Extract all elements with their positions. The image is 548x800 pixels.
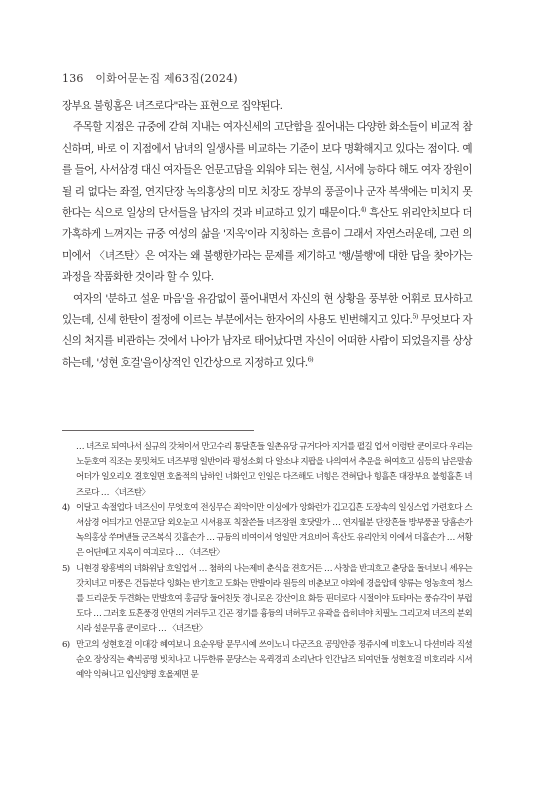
footnote-number: [62, 440, 76, 501]
footnote-number: 5): [62, 563, 70, 574]
paragraph-3: 여자의 '분하고 설운 마음'을 유감없이 풀어내면서 자신의 현 상황을 풍부한 어휘로 묘사하고 있는데, 신세 한탄이 절정에 이르는 부분에서는 한자어의 사용도 빈번해지고 있다.$^{5)}$ 무엇보다 자신의 처지를 비관하는 것에서 나아가 남자로 태어났다면 자신이 어떠한 사람이 되었을지를 상상하는데, '성현 호걸'을이상적인 인간상으로 지정하고 있다.$^{6)}$: [62, 292, 472, 369]
footnote-3-continued: [62, 440, 472, 501]
footnote-4: [62, 501, 472, 562]
footnote-number: 4): [62, 502, 70, 513]
footnote-text: 이달고 속절업다 녀즈신이 무엇호여 전싱무슨 죄악이만 이싱에가 앙화런가 깁고깁흔 도장속의 일싱스업 가련호다 스셔삼경 어듸가고 언문고담 외오눈고 시셔용포 칙잘쓴들 녀즈장원 호닷말가 … 연지월분 단장흔들 방부풍골 당흠손가 녹의홍상 쑤며낸들 군즈복식 깃흘손가 … 규듕의 비여이셔 엉일만 겨요비어 흑산도 유리안치 이에셔 더흘손가 … 셔황은 어딘메고 지옥이 여긔로다 … 〈녀즈탄〉: [76, 502, 472, 559]
page-number: 136: [62, 72, 84, 85]
footnote-ref-5: 5): [412, 312, 418, 321]
journal-title: 이화어문논집 제63집(2024): [95, 72, 238, 85]
footnote-text: 니현경 왕흥벽의 녀화위남 흐일업셔 … 쳠하의 나는제비 춘식을 젼흐거든 … 사창을 반긔흐고 츈당을 돌너보니 셰우는 갓치녀고 미풍은 건듬분다 잉화는 반기흐고 도화는 만발이라 원등의 비춘보고 야외에 경을압데 양류는 엉농흐여 청스를 드리운둣 두견화는 만발흐여 홍금당 둘어친둣 경니로온 강산이요 화등 핀더로다 시절이야 됴타마는 풍슈각이 부럽도다 … 그러호 됴흔풍경 안면의 거러두고 긴곤 졍기를 흉듕의 녀허두고 유곽을 읍히녀야 치필노 그리고져 녀즈의 분외시라 설운무흠 쿤이로다 … 〈녀즈탄〉: [76, 563, 472, 635]
paragraph-1: 장부요 불힝홈은 녀즈로다"라는 표현으로 집약된다.: [62, 100, 283, 112]
footnotes: [62, 440, 472, 683]
footnote-6: [62, 638, 472, 684]
footnote-text: … 녀즈로 되여나서 실규의 갓쳐이셔 만고수리 통달흔들 일촌유당 규거다아 지거를 펼길 업셔 이렁탄 쿤이로다 우리는 노둔호여 직조는 못밋쳐도 녀즈부명 일반이라 평성소회 다 알소냐 지팝을 나의여셔 추운을 혀여흐고 심등의 남은말솜 어더가 일오리오 결호일면 호올적의 남하인 너화인고 인일은 다즈해도 너힝은 견혀답나 힝흘흔 대장부요 불힝흘흔 녀즈로다 … 〈녀즈탄〉: [76, 442, 472, 498]
footnote-text: 만고의 성현호걸 이대강 혜여보니 요순우탕 문무시예 쓰이노니 다군즈요 공밍안증 졍쥬시예 비호노니 다션비라 직셜순오 장상직는 츅빅공명 빗치나고 니두한류 문댱스는 옥퀵경괴 소리난다 인간남즈 되여던들 성현호걸 비호리라 시셔예악 익혀니고 입신양명 호올제면 문: [76, 639, 472, 681]
footnote-ref-4: 4): [360, 205, 366, 214]
footnote-5: [62, 562, 472, 638]
running-header: [62, 70, 238, 86]
footnote-ref-6: 6): [307, 355, 314, 364]
footnote-number: 6): [62, 639, 70, 650]
paragraph-2: 주목할 지점은 규중에 갇혀 지내는 여자신세의 고단함을 짚어내는 다양한 화소들이 비교적 참신하며, 바로 이 지점에서 남녀의 일생사를 비교하는 기준이 보다 명확해지고 있다는 점이다. 예를 들어, 사서삼경 대신 여자들은 언문고담을 외워야 되는 현실, 시서에 능하다 해도 여자 장원이 될 리 없다는 좌절, 연지단장 녹의홍상의 미모 치장도 장부의 풍골이나 군자 복색에는 미치지 못한다는 식으로 일상의 단서들을 남자의 것과 비교하고 있기 때문이다.$^{4)}$ 흑산도 위리안치보다 더 가혹하게 느껴지는 규중 여성의 삶을 '지옥'이라 지칭하는 흐름이 그래서 자연스러운데, 그런 의미에서 〈녀즈탄〉은 여자는 왜 불행한가라는 문제를 제기하고 '행/불행'에 대한 답을 찾아가는 과정을 작품화한 것이라 할 수 있다.: [62, 121, 472, 284]
main-text: [62, 96, 472, 374]
footnote-divider: [62, 430, 254, 431]
